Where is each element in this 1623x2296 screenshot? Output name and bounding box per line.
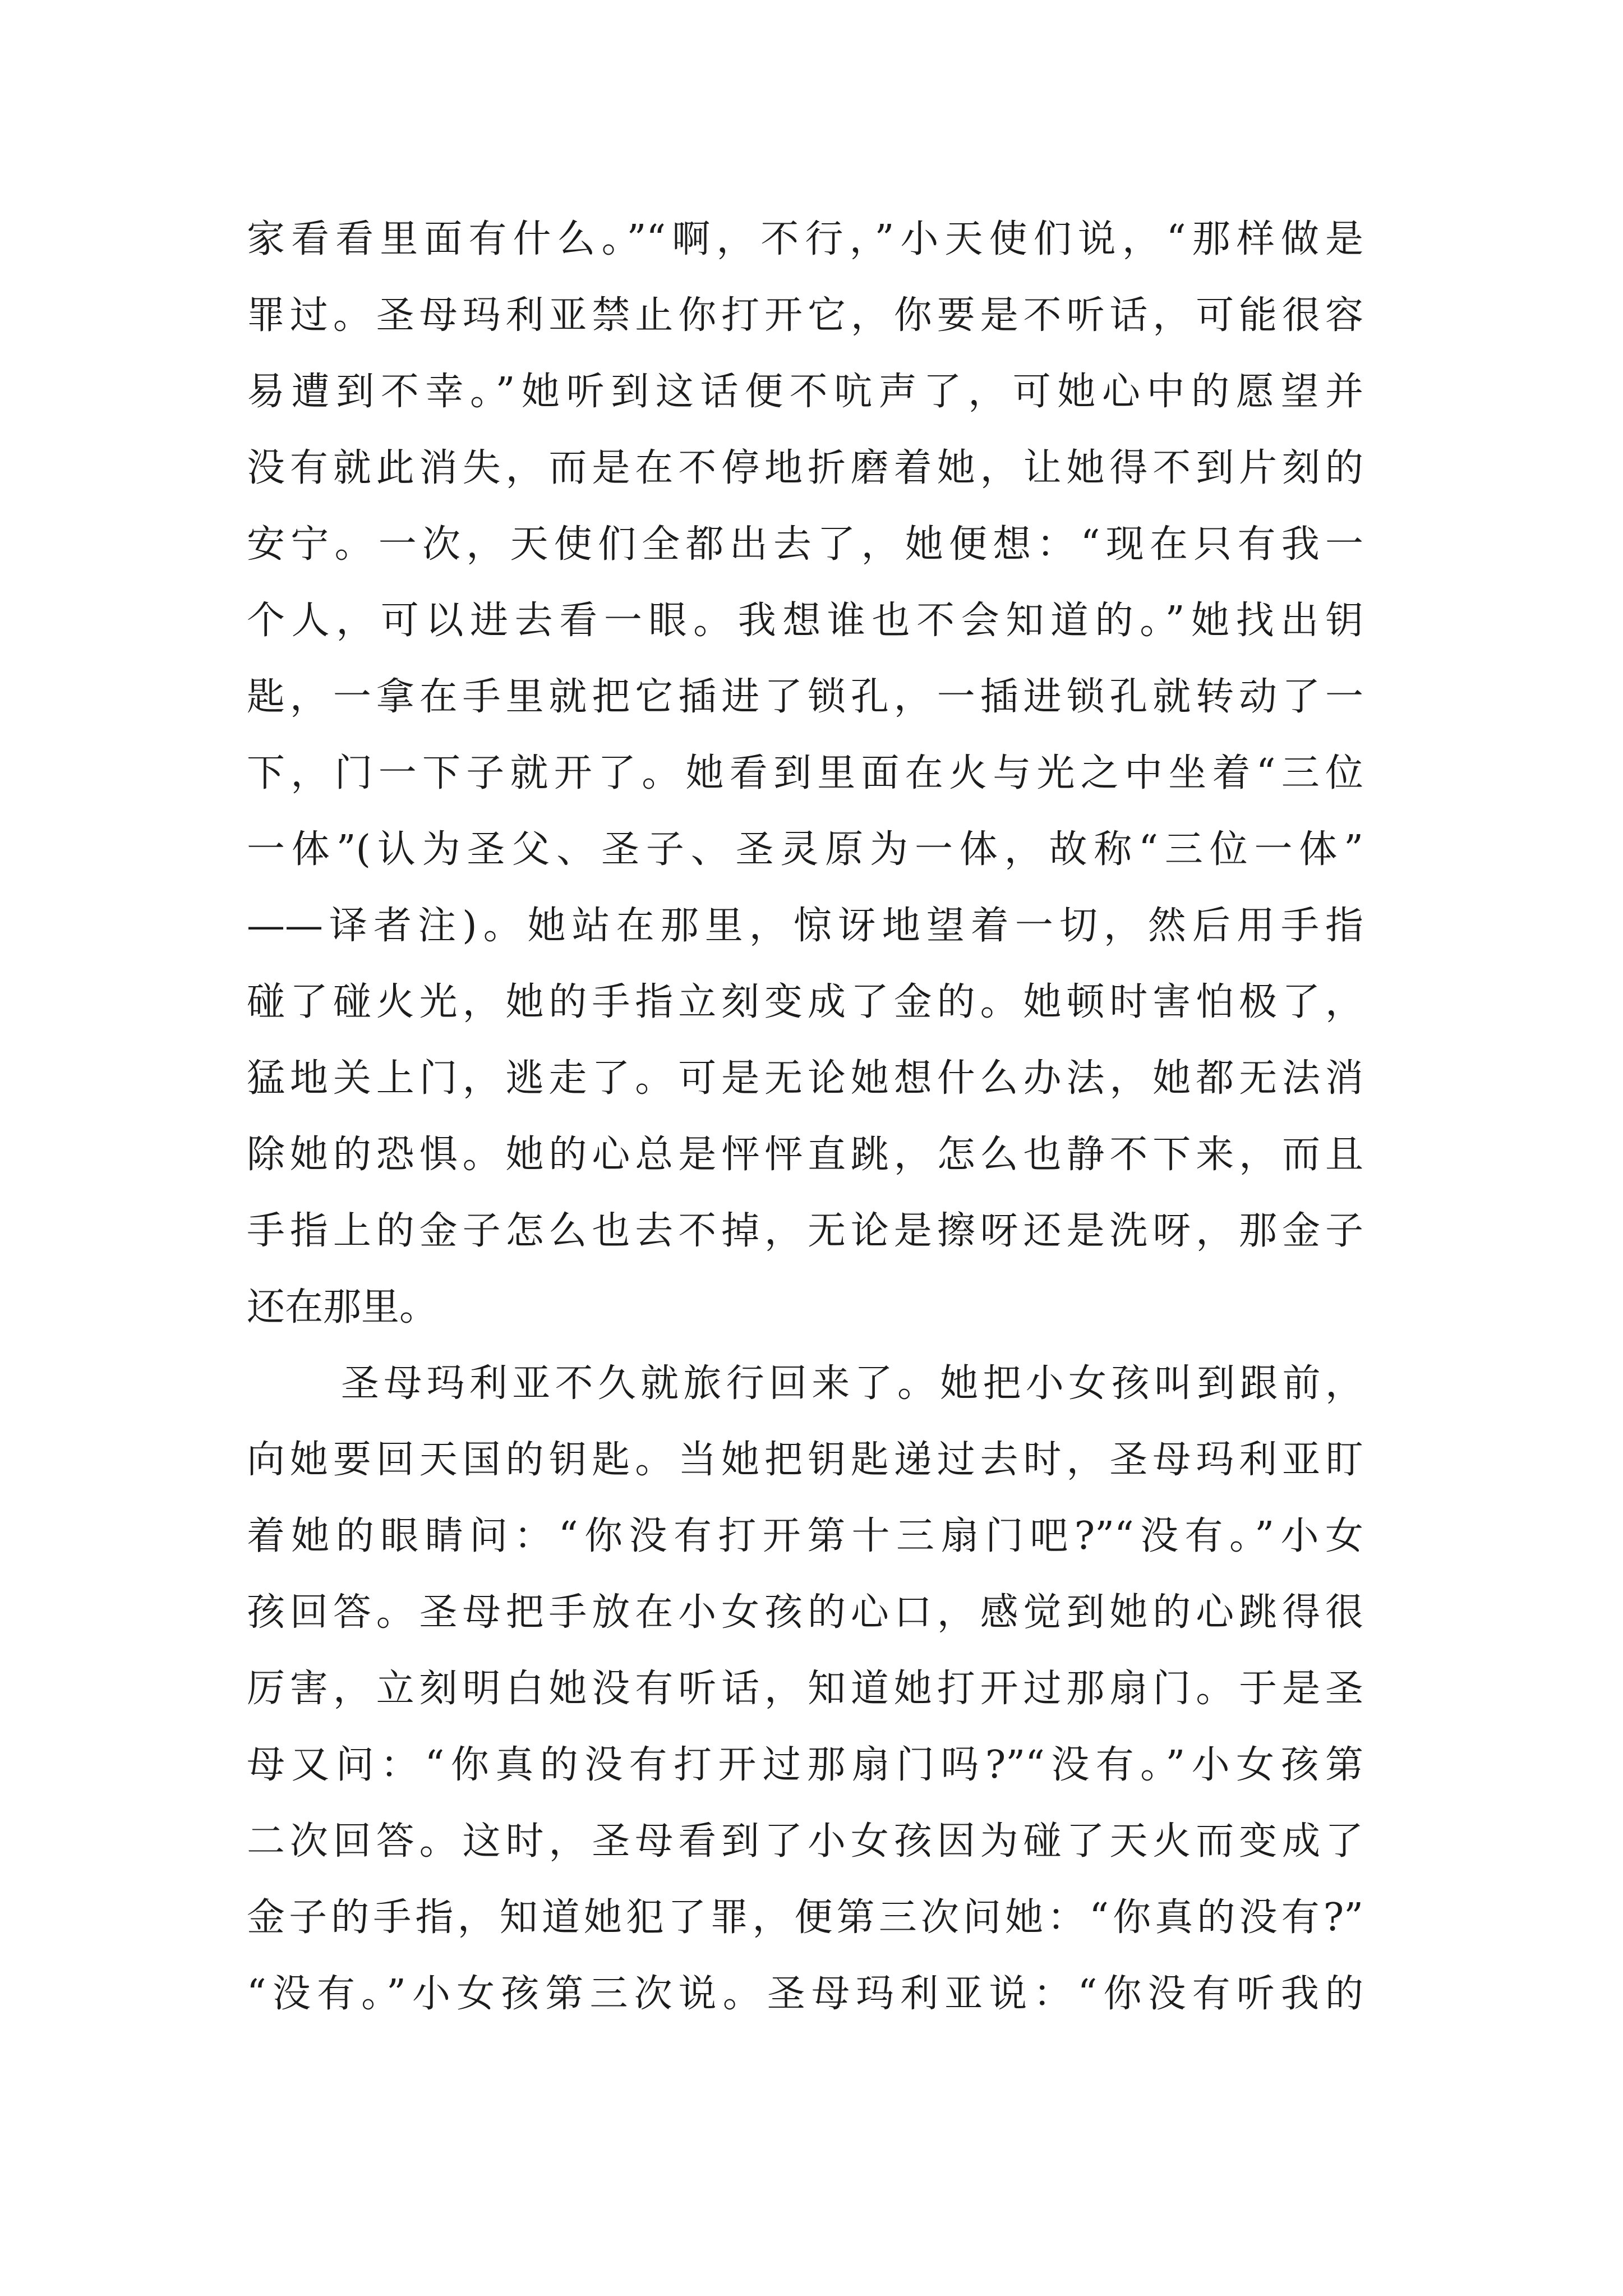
text-line: 手指上的金子怎么也去不掉，无论是擦呀还是洗呀，那金子 (247, 1209, 1363, 1253)
text-line: 除她的恐惧。她的心总是怦怦直跳，怎么也静不下来，而且 (247, 1133, 1363, 1177)
paragraph-1 (247, 201, 1363, 1346)
text-line: ——译者注)。她站在那里，惊讶地望着一切，然后用手指 (247, 904, 1363, 948)
text-line: 圣母玛利亚不久就旅行回来了。她把小女孩叫到跟前， (341, 1361, 1363, 1406)
text-line: 家看看里面有什么。”“啊，不行，”小天使们说，“那样做是 (247, 217, 1363, 261)
text-line: 下，门一下子就开了。她看到里面在火与光之中坐着“三位 (247, 751, 1363, 795)
text-line: “没有。”小女孩第三次说。圣母玛利亚说：“你没有听我的 (247, 1972, 1363, 2016)
text-line: 一体”(认为圣父、圣子、圣灵原为一体，故称“三位一体” (247, 827, 1363, 872)
text-line: 易遭到不幸。”她听到这话便不吭声了，可她心中的愿望并 (247, 370, 1363, 414)
text-line: 厉害，立刻明白她没有听话，知道她打开过那扇门。于是圣 (247, 1667, 1363, 1711)
text-line: 母又问：“你真的没有打开过那扇门吗?”“没有。”小女孩第 (247, 1743, 1363, 1787)
paragraph-2 (247, 1346, 1363, 2032)
text-line: 二次回答。这时，圣母看到了小女孩因为碰了天火而变成了 (247, 1819, 1363, 1864)
text-line: 还在那里。 (247, 1285, 438, 1329)
text-line: 没有就此消失，而是在不停地折磨着她，让她得不到片刻的 (247, 446, 1363, 490)
text-line: 碰了碰火光，她的手指立刻变成了金的。她顿时害怕极了， (247, 980, 1363, 1024)
text-line: 匙，一拿在手里就把它插进了锁孔，一插进锁孔就转动了一 (247, 675, 1363, 719)
text-line: 猛地关上门，逃走了。可是无论她想什么办法，她都无法消 (247, 1056, 1363, 1101)
text-line: 金子的手指，知道她犯了罪，便第三次问她：“你真的没有?” (247, 1895, 1363, 1940)
text-line: 罪过。圣母玛利亚禁止你打开它，你要是不听话，可能很容 (247, 293, 1363, 338)
text-line: 着她的眼睛问：“你没有打开第十三扇门吧?”“没有。”小女 (247, 1514, 1363, 1558)
text-line: 安宁。一次，天使们全都出去了，她便想：“现在只有我一 (247, 522, 1363, 567)
body-text (247, 201, 1363, 2032)
text-line: 个人，可以进去看一眼。我想谁也不会知道的。”她找出钥 (247, 599, 1363, 643)
text-line: 向她要回天国的钥匙。当她把钥匙递过去时，圣母玛利亚盯 (247, 1438, 1363, 1482)
text-line: 孩回答。圣母把手放在小女孩的心口，感觉到她的心跳得很 (247, 1590, 1363, 1635)
